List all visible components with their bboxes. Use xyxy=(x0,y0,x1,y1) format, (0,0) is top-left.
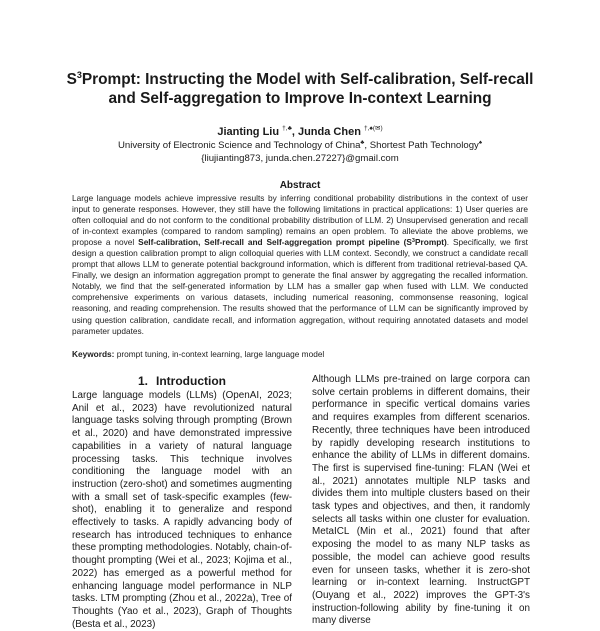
affiliation-separator: , xyxy=(364,140,370,151)
university-mark: ♣ xyxy=(360,140,365,146)
intro-right-column: Although LLMs pre-trained on large corpora can solve certain problems in different domains, their performance in specific vertical domains varies and requires examples from different scenarios. Recently, three techniques have been introduced by rapidly developing research institutions to enhance the ability of LLMs in different domains. The first is supervised fine-tuning: FLAN (Wei et al., 2021) annotates multiple NLP tasks and divides them into multiple clusters based on their task types and objectives, and then, it randomly selects all tasks within one cluster for evaluation. MetaICL (Min et al., 2021) found that after exposing the model to as many NLP tasks as possible, the model can achieve good results even for unseen tasks, whether it is zero-shot learning or in-context learning. InstructGPT (Ouyang et al., 2022) improves the GPT-3's instruction-following ability by fine-tuning it on many diverse xyxy=(312,374,530,627)
keywords-label: Keywords: xyxy=(72,349,115,359)
title-line-1-text: Prompt: Instructing the Model with Self-calibration, Self-recall xyxy=(81,71,534,88)
university-name: University of Electronic Science and Technology of China xyxy=(117,140,361,151)
title-line-2: and Self-aggregation to Improve In-context Learning xyxy=(108,90,492,107)
section-title: Introduction xyxy=(156,374,226,388)
abstract-text-2: . Specifically, we first design a question calibration prompt to align colloquial queries with LLM context. Secondly, we construct a candidate recall prompt that allows LLM to generate potential background information, which is different from traditional retrieval-based QA. Finally, we design an information aggregation prompt to generate the final answer by aggregating the recalled information. Notably, we find that the self-generated information by LLM has a smaller gap when fused with LLM. We conducted comprehensive experiments on various datasets, including numerical reasoning, commonsense reasoning, logical reasoning, and reading comprehension. The results showed that the performance of LLM can be significantly improved by using question calibration, candidate recall, and information aggregation, without requiring annotated datasets and model parameter updates. xyxy=(72,237,528,336)
company-name: Shortest Path Technology xyxy=(369,140,479,151)
author-name: Junda Chen xyxy=(297,126,361,138)
intro-left-column: Large language models (LLMs) (OpenAI, 2023; Anil et al., 2023) have revolutionized natural language tasks solving through prompting (Brown et al., 2020) and have demonstrated impressive capabilities in a variety of natural language processing tasks. This technique involves conditioning the language model with an instruction (zero-shot) and sometimes augmenting with a small set of task-specific examples (few-shot), enabling it to generalize and respond effectively to tasks. A rapidly advancing body of research has introduced techniques to enhance these prompting methodologies. Notably, chain-of-thought prompting (Wei et al., 2023; Kojima et al., 2022) has emerged as a powerful method for enhancing language model performance in NLP tasks. LTM prompting (Zhou et al., 2022a), Tree of Thoughts (Yao et al., 2023), Graph of Thoughts (Besta et al., 2023) xyxy=(72,390,292,630)
keywords-text: prompt tuning, in-context learning, large language model xyxy=(114,349,325,359)
affiliation-row xyxy=(60,140,540,153)
author-list xyxy=(60,125,540,139)
paper-title xyxy=(60,70,540,108)
abstract-method-superscript: 3 xyxy=(411,238,415,245)
title-line-1 xyxy=(60,70,540,89)
section-number: 1. xyxy=(138,374,149,388)
affiliation-block xyxy=(60,140,540,165)
abstract-method-name xyxy=(138,237,447,247)
company-mark: ♠ xyxy=(478,140,483,146)
keywords xyxy=(72,349,528,360)
author-affiliation-marks: †,♣ xyxy=(282,125,292,132)
abstract-method-text: Self-calibration, Self-recall and Self-aggregation prompt pipeline (S xyxy=(138,237,412,248)
title-superscript: 3 xyxy=(76,70,82,80)
author-name: Jianting Liu xyxy=(217,126,280,138)
title-prefix: S xyxy=(66,71,77,88)
author-separator: , xyxy=(291,126,298,138)
abstract-method-tail: Prompt) xyxy=(414,237,447,248)
author-affiliation-marks: †,♠(✉) xyxy=(363,125,383,132)
abstract-heading: Abstract xyxy=(279,180,321,191)
abstract-body xyxy=(72,193,528,337)
section-heading xyxy=(72,374,292,388)
author-emails: {liujianting873, junda.chen.27227}@gmail.com xyxy=(201,152,399,164)
abstract-text-1: Large language models achieve impressive results by inferring conditional probability distributions in the context of user input to generate responses. However, they still have the following limitations in practical applications: 1) User queries are often colloquial and do not conform to the conditional probability distribution of LLM. 2) Unsupervised generation and recall of in-context examples (compared to random sampling) remains an open problem. To alleviate the above problems, we propose a novel xyxy=(72,193,528,248)
